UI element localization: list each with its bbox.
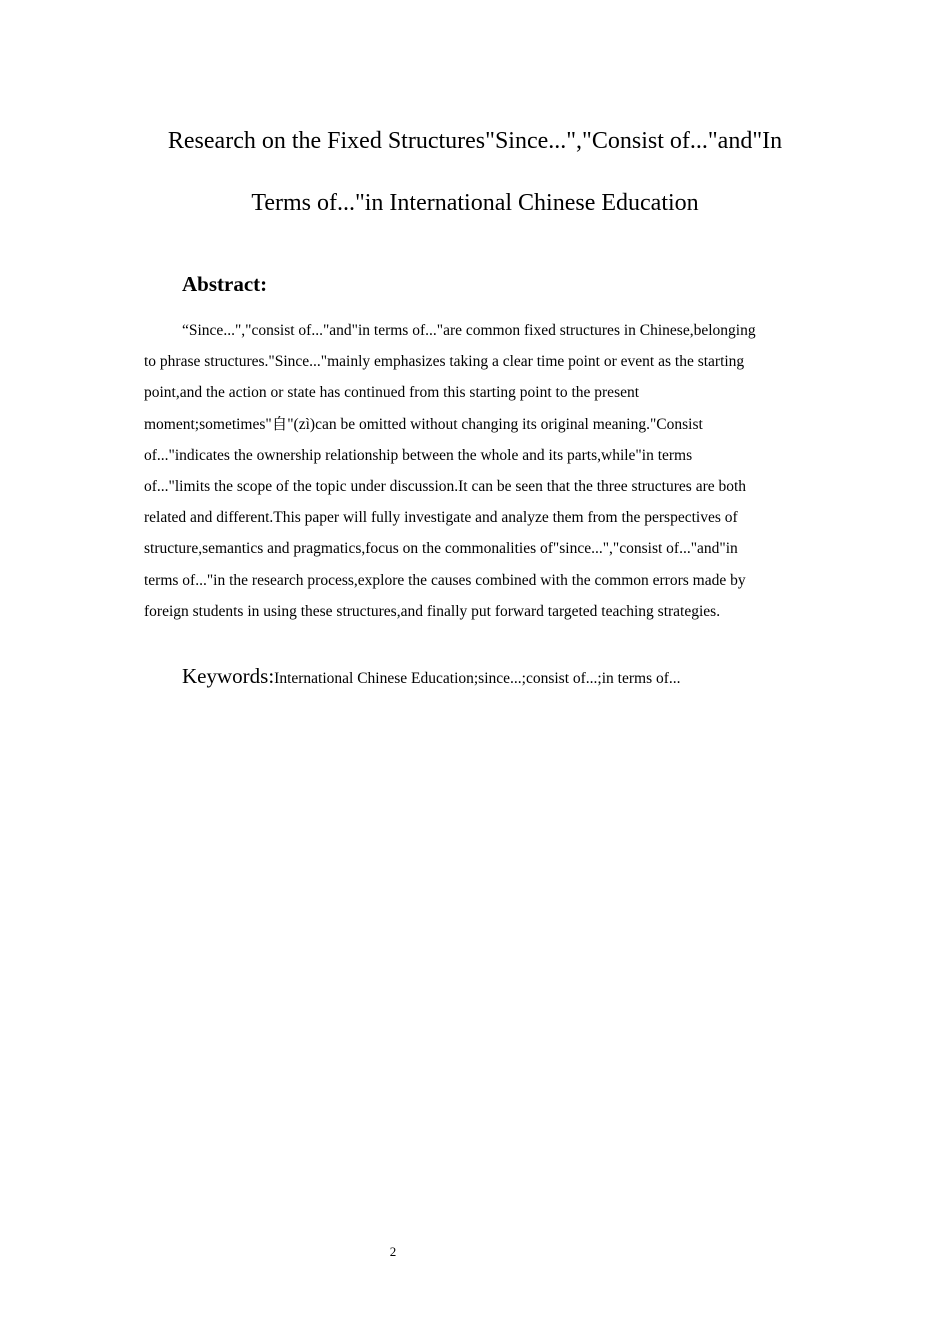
keywords-label: Keywords: xyxy=(182,664,275,688)
abstract-line: “Since...","consist of..."and"in terms of..."are common fixed structures in Chinese,belonging xyxy=(182,322,756,339)
abstract-line: structure,semantics and pragmatics,focus on the commonalities of"since...","consist of..."and"in xyxy=(144,540,738,558)
abstract-line: foreign students in using these structures,and finally put forward targeted teaching strategies. xyxy=(144,602,721,620)
abstract-line: terms of..."in the research process,explore the causes combined with the common errors made by xyxy=(144,571,746,589)
abstract-line: to phrase structures."Since..."mainly emphasizes taking a clear time point or event as the starting xyxy=(144,353,745,371)
keywords-text: International Chinese Education;since...;consist of...;in terms of... xyxy=(274,670,681,687)
abstract-line: of..."indicates the ownership relationship between the whole and its parts,while"in terms xyxy=(144,446,693,464)
document-title-line-2: Terms of..."in International Chinese Education xyxy=(251,190,699,216)
document-title-line-1: Research on the Fixed Structures"Since...","Consist of..."and"In xyxy=(167,128,783,154)
abstract-line: moment;sometimes"自"(zì)can be omitted without changing its original meaning."Consist xyxy=(144,415,703,433)
abstract-heading: Abstract: xyxy=(182,272,268,296)
page-number: 2 xyxy=(389,1244,397,1259)
abstract-line: point,and the action or state has continued from this starting point to the present xyxy=(144,384,640,402)
abstract-line: of..."limits the scope of the topic under discussion.It can be seen that the three structures are both xyxy=(144,477,747,495)
abstract-line: related and different.This paper will fully investigate and analyze them from the perspectives of xyxy=(144,509,738,527)
keywords xyxy=(182,662,681,693)
abstract-body xyxy=(144,315,814,627)
